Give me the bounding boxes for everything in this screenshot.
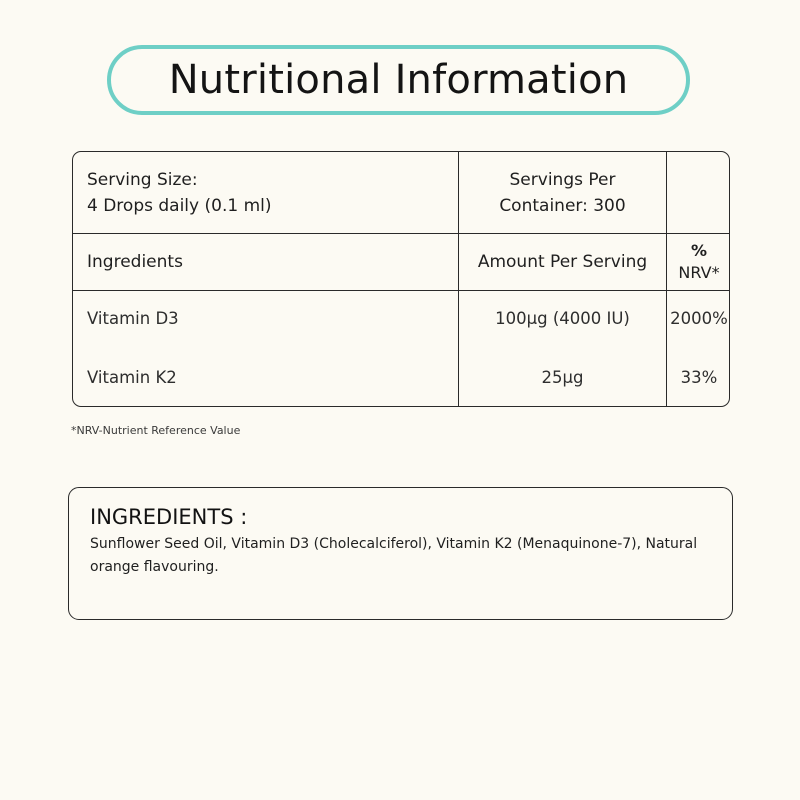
header-nrv-label: NRV* bbox=[678, 263, 720, 282]
row-vitamin-k2-name: Vitamin K2 bbox=[87, 368, 177, 387]
row-vitamin-d3-nrv: 2000% bbox=[670, 309, 728, 328]
row-vitamin-d3-name: Vitamin D3 bbox=[87, 309, 179, 328]
ingredients-text: Sunflower Seed Oil, Vitamin D3 (Cholecalciferol), Vitamin K2 (Menaquinone-7), Natural orange flavouring. bbox=[90, 536, 698, 575]
servings-per-container-cell bbox=[459, 152, 666, 233]
serving-size-cell bbox=[73, 152, 458, 233]
header-ingredients: Ingredients bbox=[87, 252, 183, 272]
ingredients-box bbox=[68, 487, 733, 620]
page-title: Nutritional Information bbox=[168, 57, 629, 103]
row-vitamin-k2-amount: 25µg bbox=[541, 368, 584, 387]
nrv-footnote: *NRV-Nutrient Reference Value bbox=[71, 424, 241, 437]
serving-size-label: Serving Size: bbox=[87, 169, 198, 190]
header-nrv-percent: % bbox=[690, 241, 708, 260]
header-nrv bbox=[667, 234, 730, 290]
ingredients-title: INGREDIENTS : bbox=[90, 505, 248, 529]
servings-per-line1: Servings Per bbox=[509, 169, 616, 190]
title-banner bbox=[107, 45, 690, 115]
header-amount-per-serving: Amount Per Serving bbox=[477, 252, 648, 272]
servings-per-line2: Container: 300 bbox=[499, 195, 626, 216]
serving-size-value: 4 Drops daily (0.1 ml) bbox=[87, 195, 272, 216]
row-vitamin-k2-nrv: 33% bbox=[680, 368, 718, 387]
row-vitamin-d3-amount: 100µg (4000 IU) bbox=[495, 309, 630, 328]
nutrition-table bbox=[72, 151, 730, 407]
